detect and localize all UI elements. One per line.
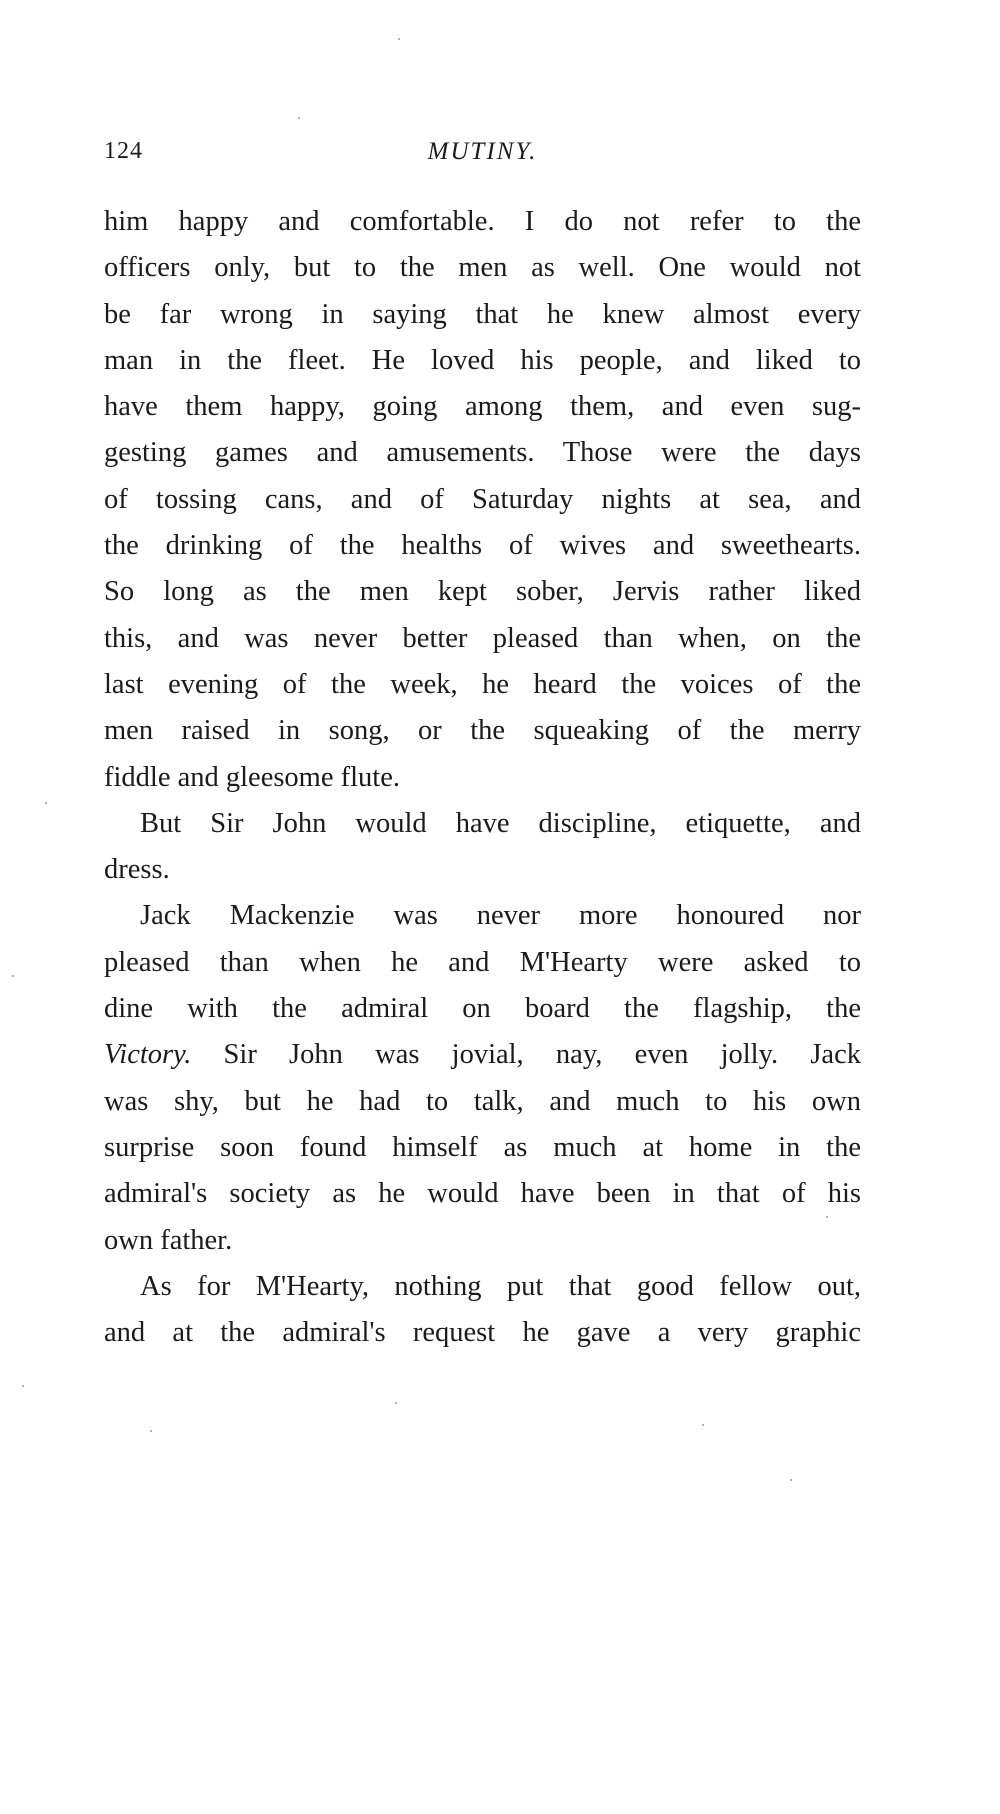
text-line: was shy, but he had to talk, and much to his own xyxy=(104,1085,861,1117)
text-line: officers only, but to the men as well. One would not xyxy=(104,252,861,284)
text-line: fiddle and gleesome flute. xyxy=(104,761,400,793)
scan-speck xyxy=(150,1430,152,1432)
text-line: pleased than when he and M'Hearty were asked to xyxy=(104,946,861,978)
text-line: him happy and comfortable. I do not refer to the xyxy=(104,206,861,237)
body-text xyxy=(104,199,861,1356)
text-line: own father. xyxy=(104,1224,233,1256)
text-line: of tossing cans, and of Saturday nights at sea, and xyxy=(104,483,861,515)
paragraph xyxy=(104,801,861,894)
text-line: men raised in song, or the squeaking of the merry xyxy=(104,715,861,747)
text-line: admiral's society as he would have been in that of his xyxy=(104,1178,861,1210)
scan-speck xyxy=(398,38,400,40)
text-line: But Sir John would have discipline, etiquette, and xyxy=(140,807,861,839)
scan-speck xyxy=(45,802,47,804)
running-head: MUTINY. xyxy=(427,138,538,165)
text-line: the drinking of the healths of wives and sweethearts. xyxy=(104,530,861,562)
text-line: have them happy, going among them, and even sug- xyxy=(104,391,861,423)
scan-speck xyxy=(395,1402,397,1404)
paragraph xyxy=(104,199,861,801)
text-line: gesting games and amusements. Those were the days xyxy=(104,437,861,469)
paragraph xyxy=(104,893,861,1263)
text-line: As for M'Hearty, nothing put that good fellow out, xyxy=(140,1270,861,1302)
text-line: be far wrong in saying that he knew almost every xyxy=(104,298,861,330)
text-line: surprise soon found himself as much at home in the xyxy=(104,1131,861,1163)
text-line: and at the admiral's request he gave a very graphic xyxy=(104,1317,861,1349)
text-line: this, and was never better pleased than when, on the xyxy=(104,622,861,654)
scan-speck xyxy=(12,975,14,977)
text-line: Victory. Sir John was jovial, nay, even jolly. Jack xyxy=(104,1039,861,1071)
scan-speck xyxy=(826,1216,828,1218)
text-line: dine with the admiral on board the flagship, the xyxy=(104,993,861,1025)
text-line: So long as the men kept sober, Jervis rather liked xyxy=(104,576,861,608)
scan-speck xyxy=(298,117,300,119)
page-header xyxy=(104,138,861,172)
scan-speck xyxy=(790,1479,792,1481)
paragraph xyxy=(104,1264,861,1357)
scan-speck xyxy=(702,1424,704,1426)
page-number: 124 xyxy=(104,138,143,164)
scan-speck xyxy=(22,1385,24,1387)
text-line: last evening of the week, he heard the voices of the xyxy=(104,668,861,700)
text-line: man in the fleet. He loved his people, and liked to xyxy=(104,344,861,376)
text-line: Jack Mackenzie was never more honoured nor xyxy=(140,900,861,932)
text-line: dress. xyxy=(104,854,170,886)
